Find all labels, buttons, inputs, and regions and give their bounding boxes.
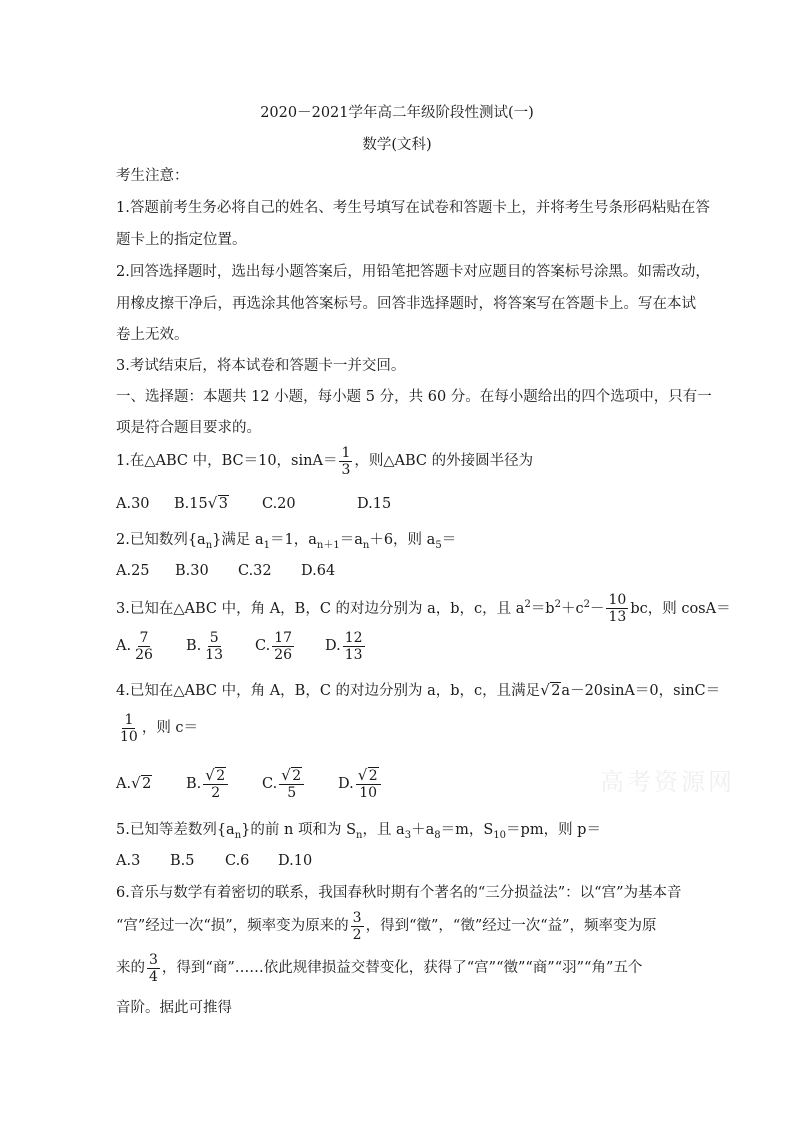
q4-fraction (118, 712, 140, 745)
radicand: 2 (551, 683, 561, 699)
q5-subscript: 10 (493, 829, 507, 841)
option-fraction (343, 630, 365, 663)
question-6-line-4: 音阶。据此可推得 (116, 1000, 232, 1016)
sqrt-symbol: √ 2 (540, 681, 561, 699)
option-label: D. (338, 776, 354, 792)
q5-subscript: 3 (404, 829, 412, 841)
radicand: 2 (292, 767, 302, 784)
q2-subscript: n (205, 539, 213, 551)
q2-text: }满足 a (212, 532, 264, 548)
sqrt-symbol: √ 2 (357, 765, 378, 784)
q6-fraction (351, 910, 364, 943)
q6-fraction (147, 952, 160, 985)
fraction-denominator: 3 (341, 461, 351, 478)
fraction-denominator: 13 (344, 646, 363, 663)
fraction-denominator: 2 (352, 926, 362, 943)
page-subtitle: 数学(文科) (362, 137, 432, 153)
q5-subscript: n (356, 829, 363, 841)
radicand: 2 (142, 776, 152, 792)
fraction-numerator: 1 (124, 711, 134, 728)
q5-text: 5.已知等差数列{a (116, 822, 235, 838)
option-fraction (203, 765, 228, 801)
fraction-numerator: 1 (341, 444, 351, 461)
fraction-denominator: 5 (287, 784, 297, 801)
q5-text: ＝pm，则 p＝ (506, 822, 601, 838)
q3-superscript: 2 (524, 599, 531, 610)
notice-item-3: 3.考试结束后，将本试卷和答题卡一并交回。 (116, 358, 406, 374)
q1-option-d: D.15 (357, 496, 392, 512)
q2-subscript: n (362, 539, 370, 551)
sqrt-symbol: √ 2 (281, 765, 302, 784)
fraction-denominator: 2 (211, 784, 221, 801)
section-1-line-1: 一、选择题：本题共 12 小题，每小题 5 分，共 60 分。在每小题给出的四个选项中，只有一 (116, 389, 712, 405)
fraction-denominator: 10 (359, 784, 378, 801)
q2-option-a: A.25 (116, 563, 150, 579)
notice-item-1-line-1: 1.答题前考生务必将自己的姓名、考生号填写在试卷和答题卡上，并将考生号条形码粘贴在答 (116, 200, 710, 216)
section-1-line-2: 项是符合题目要求的。 (116, 420, 261, 436)
fraction-denominator: 4 (149, 968, 158, 985)
q6-text: ，得到“商”……依此规律损益交替变化，获得了“宫”“徵”“商”“羽”“角”五个 (161, 960, 643, 976)
fraction-numerator (279, 765, 304, 785)
option-fraction (279, 765, 304, 801)
notice-item-2-line-2: 用橡皮擦干净后，再选涂其他答案标号。回答非选择题时，将答案写在答题卡上。写在本试 (116, 296, 696, 312)
q2-text: ＝1，a (270, 532, 317, 548)
q6-text: ，得到“徵”，“徵”经过一次“益”，频率变为原 (365, 918, 657, 934)
question-4-line-1 (116, 681, 720, 701)
q3-text: ＝b (530, 600, 555, 617)
option-label: A. (116, 776, 132, 792)
q2-option-d: D.64 (301, 563, 336, 579)
q3-text: bc，则 cosA＝ (630, 600, 731, 617)
option-label: B. (186, 776, 202, 792)
fraction-denominator: 26 (274, 646, 293, 663)
q2-text: ＝ (441, 532, 457, 548)
q5-subscript: 8 (434, 829, 441, 841)
q2-text: ＋6，则 a (369, 532, 436, 548)
q4-option-b (186, 766, 230, 802)
fraction-numerator: 10 (608, 592, 627, 609)
watermark: 高考资源网 (600, 768, 735, 796)
q1-option-b-coef: B.15 (174, 496, 208, 512)
notice-item-2-line-1: 2.回答选择题时，选出每小题答案后，用铅笔把答题卡对应题目的答案标号涂黑。如需改动， (116, 264, 710, 280)
fraction-numerator: 3 (352, 909, 362, 926)
option-fraction (356, 765, 381, 801)
notice-item-1-line-2: 题卡上的指定位置。 (116, 232, 247, 248)
sqrt-symbol: √ 2 (205, 765, 226, 784)
q5-option-c: C.6 (225, 853, 250, 869)
q2-text: ＝a (339, 532, 363, 548)
q5-text: }的前 n 项和为 S (241, 822, 356, 838)
q2-option-b: B.30 (175, 563, 209, 579)
q5-text: ＝m，S (440, 822, 494, 838)
question-1 (116, 444, 533, 478)
q3-text: － (589, 600, 605, 617)
q6-text: 来的 (116, 960, 145, 976)
page-title: 2020－2021学年高二年级阶段性测试(一) (260, 105, 534, 121)
q5-subscript: n (234, 829, 242, 841)
radicand: 2 (216, 767, 226, 784)
q2-subscript: 5 (435, 539, 442, 551)
q4-option-d (338, 766, 383, 802)
option-label: B. (186, 638, 202, 654)
radicand: 3 (218, 496, 228, 512)
fraction-denominator: 13 (205, 646, 224, 663)
q2-text: 2.已知数列{a (116, 532, 206, 548)
fraction-denominator: 26 (135, 646, 153, 663)
q1-option-a: A.30 (116, 496, 150, 512)
q5-option-b: B.5 (170, 853, 195, 869)
question-2 (116, 530, 456, 556)
sqrt-symbol: √ 3 (207, 494, 228, 512)
q4-option-c (262, 766, 306, 802)
option-label: D. (325, 638, 341, 654)
q1-option-c: C.20 (262, 496, 296, 512)
option-fraction (203, 630, 225, 663)
q2-option-c: C.32 (238, 563, 272, 579)
fraction-numerator (356, 765, 381, 785)
q5-option-a: A.3 (116, 853, 141, 869)
q2-subscript: 1 (263, 539, 271, 551)
q3-text: ＋c (560, 600, 584, 617)
sqrt-symbol: √ 2 (131, 774, 152, 792)
q4-option-a (116, 766, 152, 802)
option-label: C. (255, 638, 271, 654)
question-5 (116, 820, 601, 846)
question-1-suffix: ，则△ABC 的外接圆半径为 (354, 453, 534, 469)
q4-text: ，则 c＝ (141, 720, 199, 736)
q3-superscript: 2 (583, 599, 590, 610)
option-fraction (272, 630, 294, 663)
q6-text: “宫”经过一次“损”，频率变为原来的 (116, 918, 349, 934)
question-6-line-1: 6.音乐与数学有着密切的联系，我国春秋时期有个著名的“三分损益法”：以“宫”为基本音 (116, 885, 682, 901)
question-3 (116, 588, 731, 626)
option-label: A. (116, 638, 132, 654)
question-1-prefix: 1.在△ABC 中，BC＝10，sinA＝ (116, 453, 338, 469)
q1-option-b (174, 494, 229, 514)
fraction-denominator: 13 (608, 609, 627, 626)
q3-option-b (186, 628, 227, 664)
q5-text: ＋a (411, 822, 435, 838)
q3-option-d (325, 628, 367, 664)
q5-option-d: D.10 (278, 853, 313, 869)
question-4-line-2 (116, 710, 198, 746)
notice-item-2-line-3: 卷上无效。 (116, 327, 189, 343)
option-fraction (133, 630, 155, 663)
notice-heading: 考生注意： (116, 168, 189, 184)
q4-text: 4.已知在△ABC 中，角 A，B，C 的对边分别为 a，b，c，且满足 (116, 683, 541, 699)
fraction-numerator: 17 (274, 629, 293, 646)
fraction-numerator: 7 (139, 629, 149, 646)
fraction-numerator: 5 (209, 629, 219, 646)
q3-option-a (116, 628, 157, 664)
fraction-numerator (203, 765, 228, 785)
radicand: 2 (368, 767, 378, 784)
question-6-line-2 (116, 908, 657, 944)
fraction-numerator: 12 (344, 629, 363, 646)
q3-option-c (255, 628, 296, 664)
q3-superscript: 2 (554, 599, 561, 610)
q3-fraction (606, 592, 628, 625)
option-label: C. (262, 776, 278, 792)
q3-text: 3.已知在△ABC 中，角 A，B，C 的对边分别为 a，b，c，且 a (116, 600, 525, 617)
q2-subscript: n＋1 (316, 539, 340, 551)
fraction-numerator: 3 (149, 951, 158, 968)
question-6-line-3 (116, 950, 642, 986)
fraction-denominator: 10 (120, 728, 138, 745)
question-1-fraction (339, 445, 352, 478)
q4-text: a－20sinA＝0，sinC＝ (561, 683, 721, 699)
q5-text: ，且 a (362, 822, 405, 838)
